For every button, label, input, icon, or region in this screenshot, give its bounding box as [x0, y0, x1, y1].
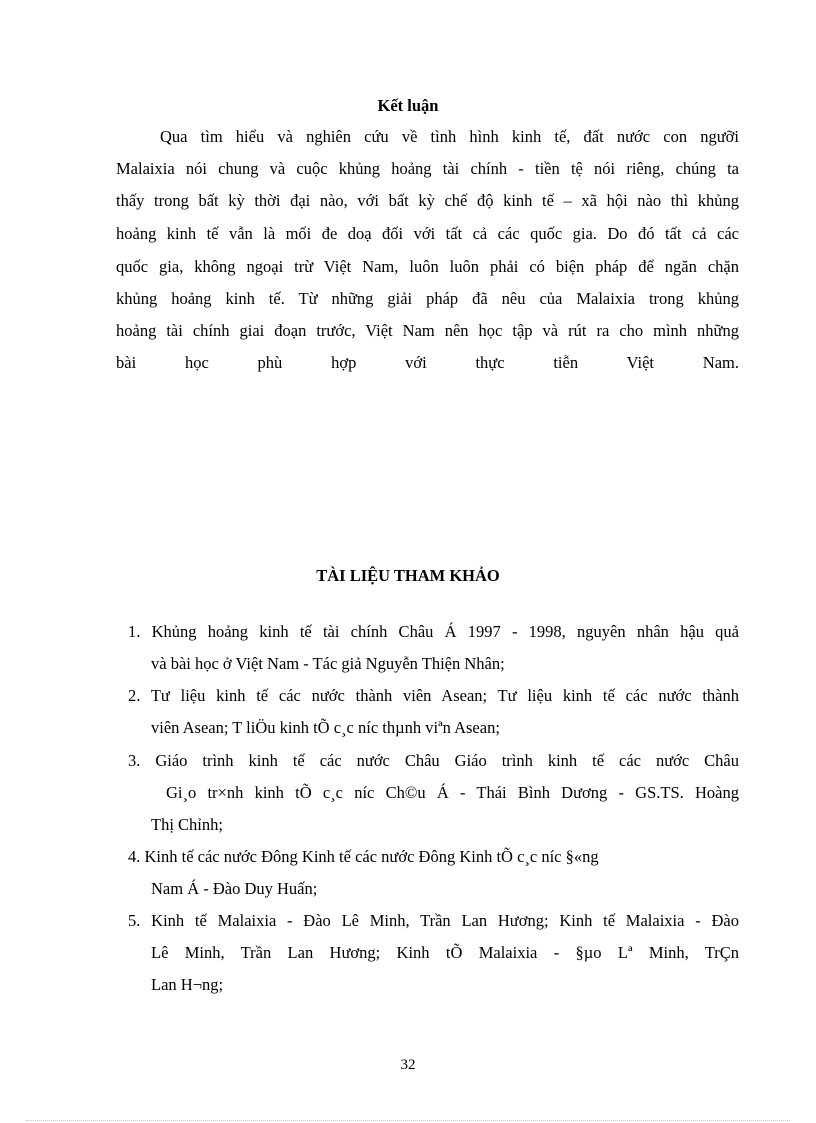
reference-5-line-1: 5. Kinh tế Malaixia - Đào Lê Minh, Trần Lan Hương; Kinh tế Malaixia - Đào	[128, 911, 739, 930]
reference-5-line-3: Lan H¬ng;	[151, 975, 224, 994]
reference-5-line-2: Lê Minh, Trần Lan Hương; Kinh tÕ Malaixia - §µo Lª Minh, TrÇn	[151, 943, 739, 962]
reference-1-line-1: 1. Khủng hoảng kinh tế tài chính Châu Á 1997 - 1998, nguyên nhân hậu quả	[128, 622, 739, 641]
reference-2-line-1: 2. Tư liệu kinh tế các nước thành viên Asean; Tư liệu kinh tế các nước thành	[128, 686, 739, 705]
reference-3-line-2: Gi¸o tr×nh kinh tÕ c¸c níc Ch©u Á - Thái Bình Dương - GS.TS. Hoàng	[166, 783, 739, 802]
reference-3-line-1: 3. Giáo trình kinh tế các nước Châu Giáo trình kinh tế các nước Châu	[128, 751, 739, 770]
references-title: TÀI LIỆU THAM KHẢO	[316, 566, 500, 585]
conclusion-line-3: thấy trong bất kỳ thời đại nào, với bất kỳ chế độ kinh tế – xã hội nào thì khủng	[116, 191, 739, 210]
reference-4-line-2: Nam Á - Đào Duy Huấn;	[151, 879, 318, 898]
conclusion-line-2: Malaixia nói chung và cuộc khủng hoảng tài chính - tiền tệ nói riêng, chúng ta	[116, 159, 739, 178]
reference-4-line-1: 4. Kinh tế các nước Đông Kinh tế các nước Đông Kinh tÕ c¸c níc §«ng	[128, 847, 599, 866]
reference-1-line-2: và bài học ở Việt Nam - Tác giả Nguyễn Thiện Nhân;	[151, 654, 505, 673]
conclusion-line-7: hoảng tài chính giai đoạn trước, Việt Nam nên học tập và rút ra cho mình những	[116, 321, 739, 340]
conclusion-line-8: bài học phù hợp với thực tiễn Việt Nam.	[116, 353, 739, 372]
conclusion-line-6: khủng hoảng kinh tế. Từ những giải pháp đã nêu của Malaixia trong khủng	[116, 289, 739, 308]
reference-3-line-3: Thị Chỉnh;	[151, 815, 223, 834]
conclusion-line-5: quốc gia, không ngoại trừ Việt Nam, luôn luôn phải có biện pháp để ngăn chặn	[116, 257, 739, 276]
reference-2-line-2: viên Asean; T liÖu kinh tÕ c¸c níc thµnh viªn Asean;	[151, 718, 500, 737]
page-number: 32	[400, 1057, 416, 1073]
conclusion-title: Kết luận	[377, 96, 439, 115]
conclusion-line-1: Qua tìm hiểu và nghiên cứu về tình hình kinh tế, đất nước con ngưỡi	[160, 127, 739, 146]
page-bottom-divider	[26, 1120, 790, 1121]
conclusion-line-4: hoảng kinh tế vẫn là mối đe doạ đối với tất cả các quốc gia. Do đó tất cả các	[116, 224, 739, 243]
